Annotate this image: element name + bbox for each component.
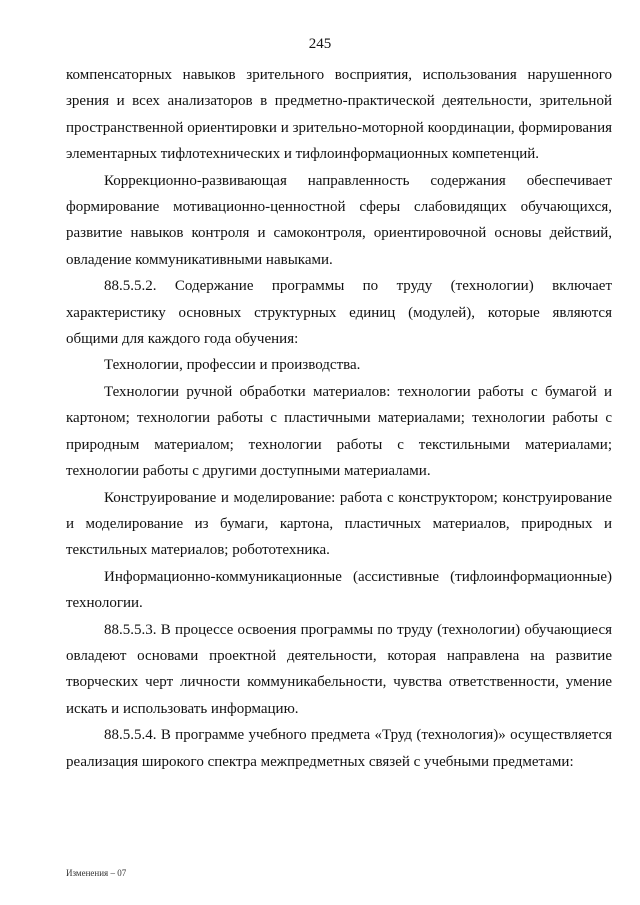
paragraph-88-5-5-3: 88.5.5.3. В процессе освоения программы по труду (технологии) обучающиеся овладеют основами проектной деятельности, которая направлена на развитие творческих черт личности коммуникабельности, чувства ответственности, умение искать и использовать информацию.: [66, 621, 612, 717]
module-construction-modeling: Конструирование и моделирование: работа с конструктором; конструирование и моделирование из бумаги, картона, пластичных материалов, природных и текстильных материалов; робототехника.: [66, 489, 612, 559]
page-number: 245: [308, 36, 332, 52]
paragraph-correction-orientation: Коррекционно-развивающая направленность содержания обеспечивает формирование мотивационно-ценностной сферы слабовидящих обучающихся, развитие навыков контроля и самоконтроля, ориентировочной основы действий, овладение коммуникативными навыками.: [66, 172, 612, 268]
module-ict: Информационно-коммуникационные (ассистивные (тифлоинформационные) технологии.: [66, 568, 612, 612]
paragraph-continuation: компенсаторных навыков зрительного восприятия, использования нарушенного зрения и всех анализаторов в предметно-практической деятельности, зрительной пространственной ориентировки и зрительно-моторной координации, формирования элементарных тифлотехнических и тифлоинформационных компетенций.: [66, 67, 612, 163]
module-manual-processing: Технологии ручной обработки материалов: технологии работы с бумагой и картоном; технологии работы с пластичными материалами; технологии работы с природным материалом; технологии работы с текстильными материалами; технологии работы с другими доступными материалами.: [66, 383, 612, 480]
footer-revision-note: Изменения – 07: [66, 868, 127, 878]
document-body: [66, 62, 612, 775]
paragraph-88-5-5-4: 88.5.5.4. В программе учебного предмета «Труд (технология)» осуществляется реализация широкого спектра межпредметных связей с учебными предметами:: [66, 727, 612, 770]
module-technologies-professions: Технологии, профессии и производства.: [104, 357, 361, 374]
paragraph-88-5-5-2: 88.5.5.2. Содержание программы по труду (технологии) включает характеристику основных структурных единиц (модулей), которые являются общими для каждого года обучения:: [66, 278, 612, 348]
